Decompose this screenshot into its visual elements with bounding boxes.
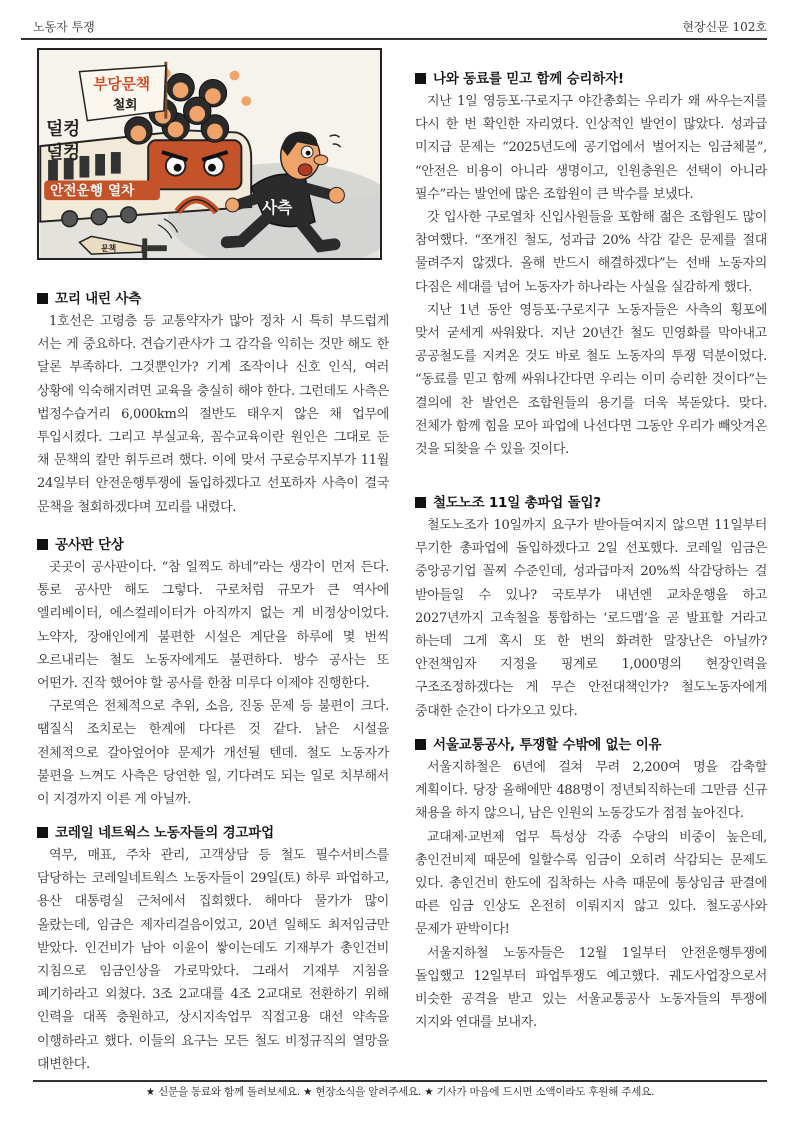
train-label: 안전운행 열차 [50,183,135,200]
article-trust-colleagues [415,70,767,461]
square-bullet-icon [415,739,426,750]
article-paragraph: 서울지하철은 6년에 걸쳐 무려 2,200여 명을 감축할 계획이다. 당장 올해에만 488명이 정년퇴직하는데 그만큼 신규 채용을 하지 않으니, 남은 인원의 노동강도가 점점 높아진다. [415,760,767,822]
article-korail-networks-strike [37,824,389,1076]
square-bullet-icon [37,539,48,550]
running-header [33,18,767,38]
header-rule [21,38,767,40]
footer-note: ★ 신문을 동료와 함께 돌려보세요. ★ 현장소식을 알려주세요. ★ 기사가 마음에 드시면 소액이라도 후원해 주세요. [145,1086,655,1098]
square-bullet-icon [37,293,48,304]
article-paragraph: 철도노조가 10일까지 요구가 받아들여지지 않으면 11일부터 무기한 총파업에 돌입하겠다고 2일 선포했다. 코레일 임금은 중앙공기업 꼴찌 수준인데, 성과급마저 20%씩 삭감당하는 걸 받아들일 수 있나? 국토부가 내년엔 교차운행을 하고 2027년까지 고속철을 통합하는 ‘로드맵’을 곧 발표할 거라고 하는데 그게 혹시 또 한 번의 화려한 말장난은 아닐까? 안전책임자 지정을 핑계로 1,000명의 현장인력을 구조조정하겠다는 게 무슨 안전대책인가? 철도노동자에게 중대한 순간이 다가오고 있다. [415,518,767,719]
square-bullet-icon [37,827,48,838]
article-paragraph: 역무, 매표, 주차 관리, 고객상담 등 철도 필수서비스를 담당하는 코레일네트웍스 노동자들이 29일(토) 하루 파업하고, 용산 대통령실 근처에서 집회했다. 해마다 물가가 많이 올랐는데, 임금은 제자리걸음이었고, 20년 일해도 최저임금만 받았다. 인건비가 남아 이윤이 쌓이는데도 기재부가 총인건비 지침으로 임금인상을 가로막았다. 그래서 기재부 지침을 폐기하라고 외쳤다. 3조 2교대를 4조 2교대로 전환하기 위해 인력을 대폭 충원하고, 상시지속업무 직접고용 대선 약속을 이행하라고 했다. 이들의 요구는 모든 철도 비정규직의 열망을 대변한다. [37,848,389,1072]
issue-number: 현장신문 102호 [682,20,767,34]
article-title: 공사판 단상 [37,536,389,554]
sound-effect-1: 덜컹 [46,119,81,140]
cartoon-drawing [39,50,380,258]
square-bullet-icon [415,497,426,508]
article-paragraph: 곳곳이 공사판이다. “참 일찍도 하네”라는 생각이 먼저 든다. 통로 공사만 해도 그렇다. 구로처럼 규모가 큰 역사에 엘리베이터, 에스컬레이터가 아직까지 없는 게 비정상이었다. 노약자, 장애인에게 불편한 시설은 계단을 하루에 몇 번씩 오르내리는 철도 노동자에게도 불편하다. 방수 공사는 또 어떤가. 진작 했어야 할 공사를 한참 미루다 이제야 진행한다. [37,560,389,692]
article-rail-union-general-strike [415,494,767,723]
section-name: 노동자 투쟁 [33,20,95,34]
article-construction-thoughts [37,536,389,811]
square-bullet-icon [415,73,426,84]
runner-label: 사측 [261,197,293,217]
sound-effect-2: 덜컹 [46,142,81,163]
article-title: 꼬리 내린 사측 [37,290,389,308]
article-seoul-metro-struggle [415,736,767,1034]
banner-text-1: 부당문책 [93,76,151,94]
article-paragraph: 서울지하철 노동자들은 12월 1일부터 안전운행투쟁에 돌입했고 12일부터 파업투쟁도 예고했다. 궤도사업장으로서 비슷한 공격을 받고 있는 서울교통공사 노동자들의 투쟁에 지지와 연대를 보내자. [415,945,767,1031]
cartoon-illustration [37,48,382,260]
article-paragraph: 지난 1일 영등포·구로지구 야간총회는 우리가 왜 싸우는지를 다시 한 번 확인한 자리였다. 인상적인 발언이 많았다. 성과급 미지급 문제는 “2025년도에 공기업에서 벌어지는 임금체불”, “안전은 비용이 아니라 생명이고, 인원충원은 선택이 아니라 필수”라는 발언에 많은 조합원이 큰 박수를 보냈다. [415,94,767,202]
article-title: 나와 동료를 믿고 함께 승리하자! [415,70,767,88]
article-paragraph: 구로역은 전체적으로 추위, 소음, 진동 문제 등 불편이 크다. 땜질식 조치로는 한계에 다다른 것 같다. 낡은 시설을 전체적으로 갈아엎어야 문제가 개선될 텐데. 철도 노동자가 불편을 느껴도 사측은 당연한 일, 기다려도 되는 일로 치부해서 이 지경까지 이른 게 아닐까. [37,699,389,808]
article-paragraph: 갓 입사한 구로열차 신입사원들을 포함해 젊은 조합원도 많이 참여했다. “쪼개진 철도, 성과급 20% 삭감 같은 문제를 절대 물려주지 않겠다. 올해 반드시 해결하겠다”는 선배 노동자의 다짐은 세대를 넘어 노동자가 하나라는 사실을 실감하게 했다. [415,210,767,295]
article-title: 철도노조 11일 총파업 돌입? [415,494,767,512]
banner-text-2: 철회 [112,97,138,113]
article-paragraph: 지난 1년 동안 영등포·구로지구 노동자들은 사측의 횡포에 맞서 굳세게 싸워왔다. 지난 20년간 철도 민영화를 막아내고 공공철도를 지켜온 것도 바로 철도 노동자의 투쟁 덕분이었다. “동료를 믿고 함께 싸워나간다면 우리는 이미 승리한 것이다”는 결의에 찬 발언은 조합원들의 용기를 더욱 북돋았다. 맞다. 전체가 함께 힘을 모아 파업에 나선다면 그동안 우리가 빼앗겨온 것을 되찾을 수 있을 것이다. [415,302,767,458]
article-tail-down [37,290,389,519]
article-paragraph: 교대제·교번제 업무 특성상 각종 수당의 비중이 높은데, 총인건비제 때문에 일할수록 임금이 오히려 삭감되는 문제도 있다. 총인건비 한도에 집착하는 사측 때문에 통상임금 판결에 따른 임금 인상도 온전히 이뤄지지 않고 있다. 철도공사와 문제가 판박이다! [415,829,767,938]
sword-label: 문책 [101,244,117,254]
article-title: 코레일 네트웍스 노동자들의 경고파업 [37,824,389,842]
footer-rule [33,1080,767,1082]
article-paragraph: 1호선은 고령층 등 교통약자가 많아 정차 시 특히 부드럽게 서는 게 중요하다. 견습기관사가 그 감각을 익히는 것만 해도 한 달론 부족하다. 그것뿐인가? 기계 조작이나 신호 인식, 여러 상황에 익숙해지려면 교육을 충실히 해야 한다. 그런데도 사측은 법정수습거리 6,000km의 절반도 태우지 않은 채 업무에 투입시켰다. 그리고 부실교육, 꼼수교육이란 원인은 그대로 둔 채 문책의 칼만 휘두르려 했다. 이에 맞서 구로승무지부가 11월 24일부터 안전운행투쟁에 돌입하겠다고 선포하자 사측이 결국 문책을 철회하겠다며 꼬리를 내렸다. [37,314,389,515]
article-title: 서울교통공사, 투쟁할 수밖에 없는 이유 [415,736,767,754]
